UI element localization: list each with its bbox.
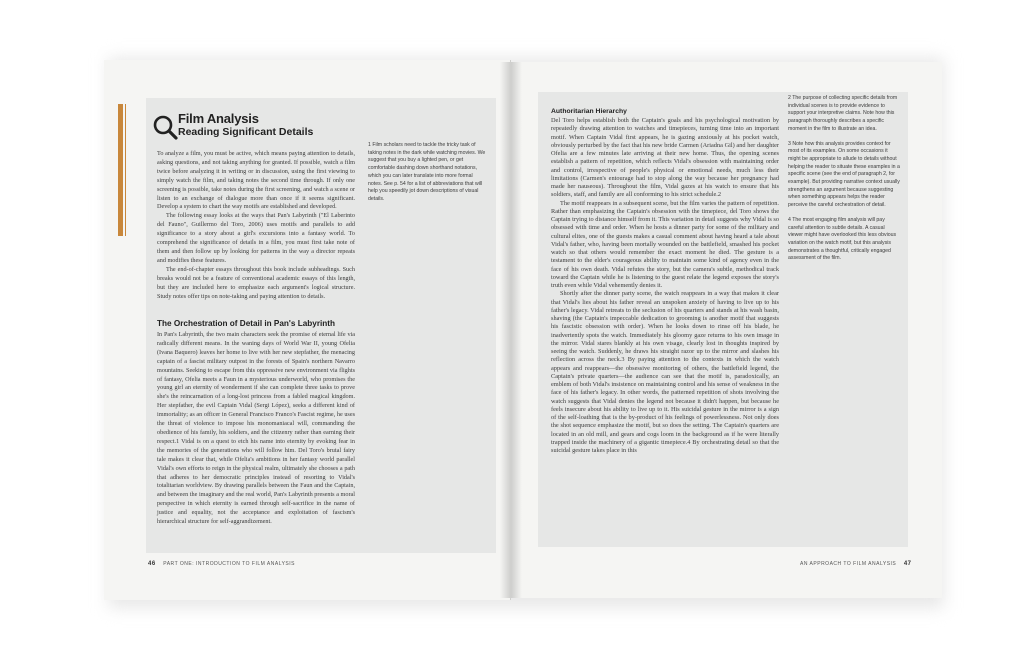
right-paragraph: The motif reappears in a subsequent scene, but the film varies the pattern of repetition. Rather than emphasizing the Captain's obsession with the timepiece, del Toro shows the Captain trying to distance himself from it. This variation in detail suggests why Vidal is so obsessed with time and order. When he hosts a dinner party for some of the military and cultural elites, one of the guests makes a casual comment about having heard a tale about Vidal's father, who, having been mortally wounded on the battlefield, smashed his pocket watch so that others would remember the exact moment he died. The gesture is a testament to the elder's courageous ability to maintain some kind of agency even in the face of his own death. Vidal refutes the story, but the camera's subtle, methodical track toward the Captain while he is listening to the guest relate the legend exposes the story's truth even while Vidal vehemently denies it.: [551, 199, 779, 289]
magnifier-icon: [152, 114, 178, 140]
right-section-heading: Authoritarian Hierarchy: [551, 108, 627, 115]
margin-note-text: 3 Note how this analysis provides context for most of its examples. On some occasions it might be appropriate to allude to details without helping the reader to situate these examples in a specific scene (see the end of paragraph 2, for example). But providing narrative context usually strengthens an argument because suggesting when something appears helps the reader perceive the careful orchestration of detail.: [788, 140, 900, 209]
right-paragraph: Del Toro helps establish both the Captain's goals and his psychological motivation by repeatedly drawing attention to watches and timepieces, turning time into an important motif. When Captain Vidal first appears, he is gazing anxiously at his pocket watch, obviously perturbed by the fact that his new bride Carmen (Ariadna Gil) and her daughter Ofelia are a few minutes late arriving at their new home. Thus, the opening scenes establish a pattern of repetition, which reflects Vidal's obsession with maintaining order and control, irrespective of people's physical or emotional needs, much less their limitations (Carmen's entourage had to stop along the way because her pregnancy had made her nauseous). Throughout the film, Vidal gazes at his watch to ensure that his soldiers, staff, and family are all conforming to his strict schedule.2: [551, 117, 779, 199]
intro-paragraph: The following essay looks at the ways that Pan's Labyrinth ("El Laberinto del Fauno", Guillermo del Toro, 2006) uses motifs and parallels to add significance to a story about a girl's excursions into a fantasy world. To comprehend the significance of details in a film, you must first take note of them and then follow up by looking for patterns in the way a director repeats and modifies these features.: [157, 212, 355, 264]
section-paragraph: In Pan's Labyrinth, the two main characters seek the promise of eternal life via radically different means. In the waning days of World War II, young Ofelia (Ivana Baquero) leaves her home to live with her new stepfather, the menacing captain of a fascist military outpost in the forests of Spain's northern Navarro mountains. Seeking to escape from this oppressive new environment via flights of fantasy, Ofelia meets a Faun in a mysterious underworld, who promises the young girl an eternity of wonderment if she can complete three tasks to prove she's the reincarnation of a long-lost princess from a fabled magical kingdom. Her stepfather, the evil Captain Vidal (Sergi López), seeks a different kind of immortality; as an officer in General Francisco Franco's Fascist regime, he uses the threat of violence to impose his monomaniacal will, commanding the obedience of his family, his soldiers, and the citizenry rather than earning their respect.1 Vidal is on a quest to etch his name into eternity by evoking fear in the memories of the generations who will follow him. Del Toro's brutal fairy tale makes it clear that, while Ofelia's ambitions in her fantasy world parallel Vidal's own efforts to reign in the physical realm, ultimately she chooses a path that adheres to her democratic principles instead of resorting to Vidal's totalitarian worldview. By drawing parallels between the Faun and the Captain, and between the imaginary and the real world, Pan's Labyrinth presents a moral perspective in which eternity is earned through self-sacrifice in the name of justice and equality, not the acceptance and exploitation of fascism's hierarchical structure for self-aggrandizement.: [157, 331, 355, 526]
page-number: 47: [903, 561, 912, 567]
heading-subtitle: Reading Significant Details: [178, 126, 314, 138]
margin-note-text: 1 Film scholars need to tackle the tricky task of taking notes in the dark while watching movies. We suggest that you buy a lighted pen, or get comfortable dashing down shorthand notations, which you can later translate into more formal notes. See p. 54 for a list of abbreviations that will help you speedily jot down descriptions of visual details.: [368, 142, 486, 202]
chapter-tab-line: [125, 104, 126, 236]
margin-note-text: 4 The most engaging film analysis will pay careful attention to subtle details. A casual viewer might have overlooked this less obvious variation on the watch motif, but this analysis demonstrates a thoughtful, critically engaged assessment of the film.: [788, 216, 897, 262]
chapter-tab-marker: [118, 104, 123, 236]
page-number: 46: [148, 561, 156, 567]
running-footer: AN APPROACH TO FILM ANALYSIS: [800, 561, 897, 567]
margin-note: [368, 142, 486, 211]
heading-title: Film Analysis: [178, 111, 259, 126]
intro-paragraph: The end-of-chapter essays throughout this book include subheadings. Such breaks would not be a feature of conventional academic essays of this length, but they are included here to emphasize each argument's logical structure. Study notes offer tips on note-taking and paying attention to details.: [157, 265, 355, 300]
margin-note-text: 2 The purpose of collecting specific details from individual scenes is to provide evidence to support your interpretive claims. Note how this paragraph thoroughly describes a specific moment in the film to illustrate an idea.: [788, 95, 898, 132]
section-body: [157, 331, 355, 527]
section-heading: The Orchestration of Detail in Pan's Labyrinth: [157, 319, 336, 328]
intro-text: [157, 150, 355, 301]
left-folio: [148, 561, 295, 567]
right-body: [551, 117, 779, 455]
right-margin-notes: [788, 95, 900, 270]
right-paragraph: Shortly after the dinner party scene, the watch reappears in a way that makes it clear that Vidal's lies about his father reveal an unspoken anxiety of having to live up to his father's legacy. Vidal retreats to the seclusion of his quarters and stands at his wash basin, shaving (the Captain's impeccable dedication to grooming is another motif that suggests his fascistic obsession with order). When he looks down to rinse off his blade, he inadvertently spots the watch. Immediately his gloomy gaze returns to his own image in the mirror. Vidal stares blankly at his own visage, clearly lost in thoughts inspired by seeing the watch. Suddenly, he draws his straight razor up to the mirror and slashes his reflection across the neck.3 By paying attention to the contexts in which the watch appears and reappears—the obsessive monitoring of others, the battlefield legend, the Captain's private quarters—the audience can see that the motif is, paradoxically, an emblem of both Vidal's insistence on maintaining control and his sense of weakness in the face of his father's legacy. In other words, the patterned repetition of shots involving the watch suggests that Vidal denies the legend not because it didn't happen, but because he feels insecure about his ability to live up to it. His suicidal gesture in the mirror is a sign of the self-loathing that is the by-product of his feelings of powerlessness. Not only does the shot sequence emphasize the motif, but so does the setting. The Captain's quarters are located in an old mill, and gears and cogs loom in the background as if he were literally trapped inside the machinery of a gigantic timepiece.4 By orchestrating detail so that the suicidal gesture takes place in this: [551, 290, 779, 454]
running-footer: PART ONE: INTRODUCTION TO FILM ANALYSIS: [163, 561, 295, 567]
right-folio: [800, 561, 912, 567]
book-gutter: [500, 62, 522, 598]
intro-paragraph: To analyze a film, you must be active, which means paying attention to details, asking questions, and not taking anything for granted. If possible, watch a film twice before analyzing it in writing or in discussion, using the first viewing to simply watch the film, and taking notes the second time through. If only one screening is possible, take notes during the first screening, and watch a scene or listen to an exchange of dialogue more than once if it seems significant. Develop a system to chart the way motifs are established and developed.: [157, 150, 355, 211]
